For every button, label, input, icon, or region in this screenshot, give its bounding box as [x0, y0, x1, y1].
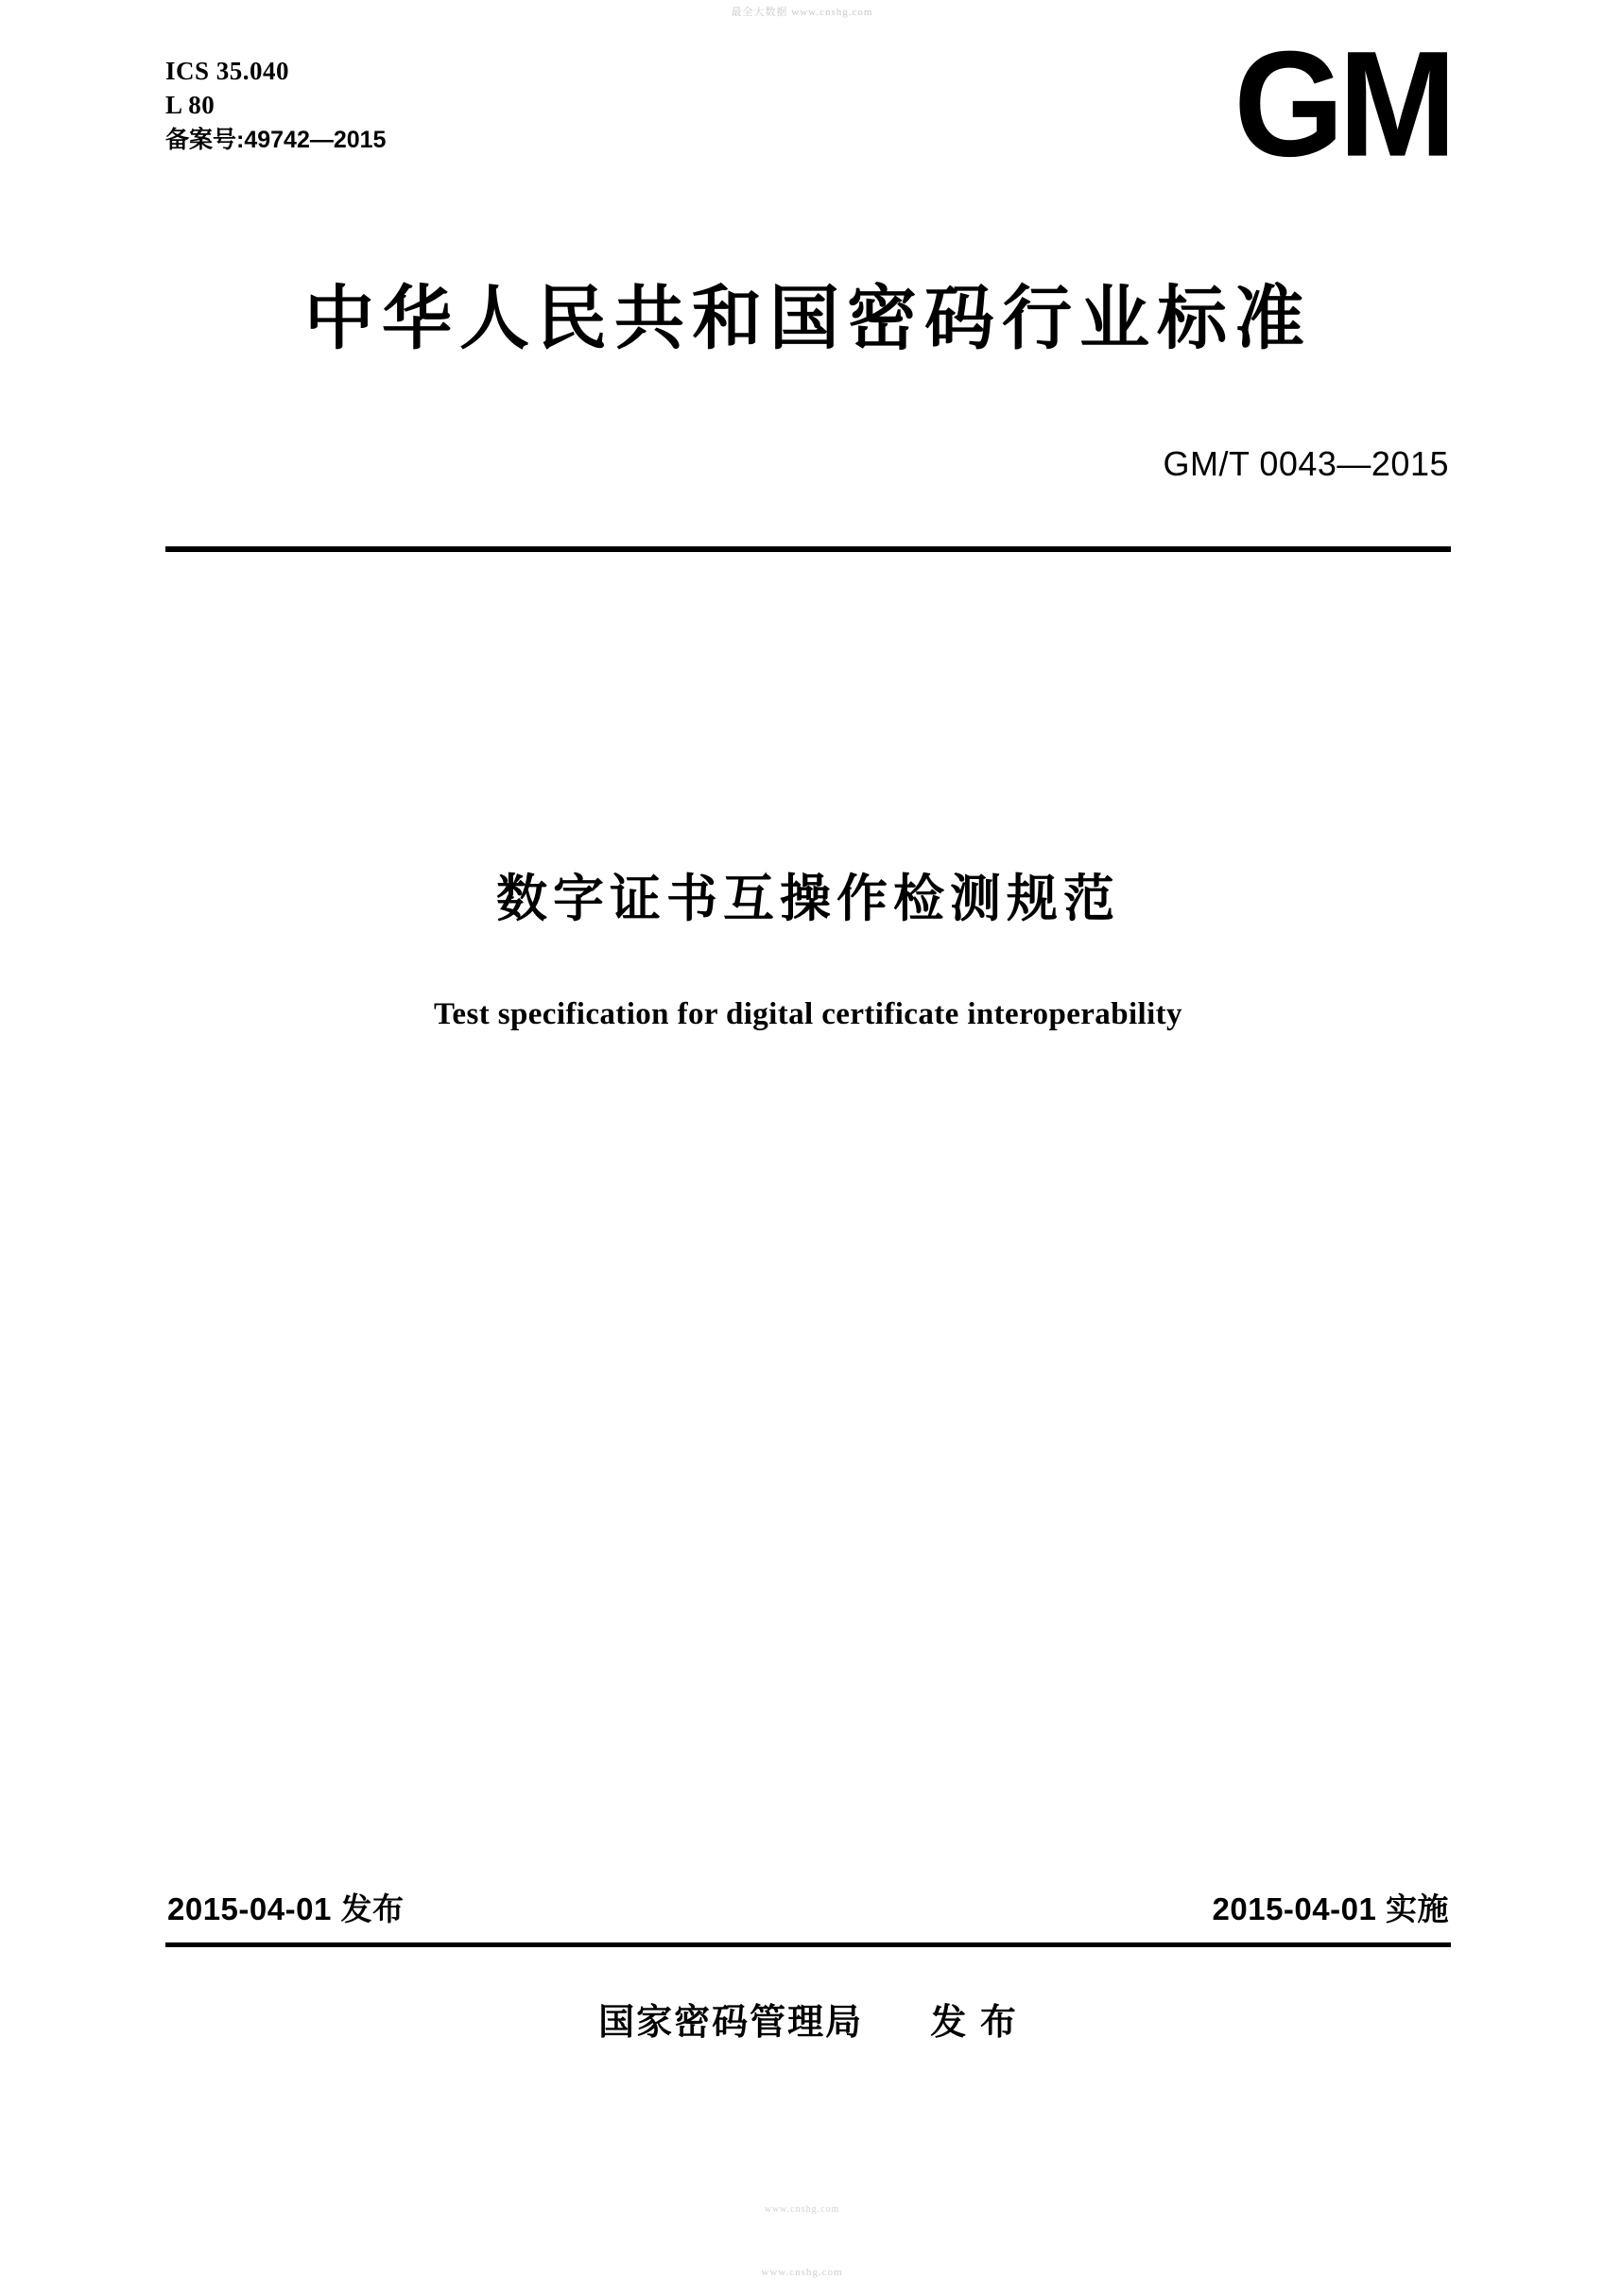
gm-logo: GM: [1233, 19, 1451, 188]
record-number: 备案号:49742—2015: [165, 126, 387, 153]
watermark-bottom: www.cnshg.com: [761, 2267, 843, 2278]
ics-code: ICS 35.040: [165, 57, 290, 85]
standard-org-title: 中华人民共和国密码行业标准: [304, 279, 1312, 357]
issue-date: 2015-04-01 发布: [167, 1891, 405, 1926]
standard-meta-block: [165, 55, 386, 156]
document-title-cn: 数字证书互操作检测规范: [496, 871, 1120, 927]
publisher-line: [165, 1993, 1451, 2045]
watermark-top: 最全大数据 www.cnshg.com: [731, 7, 873, 18]
header-divider: [165, 546, 1451, 552]
page-content: [165, 0, 1451, 2296]
document-title-en: Test specification for digital certificate interoperability: [434, 997, 1182, 1031]
publisher-action: 发 布: [930, 2003, 1018, 2043]
publisher-name: 国家密码管理局: [598, 2003, 864, 2043]
classification-code: L 80: [165, 90, 216, 119]
standard-number: GM/T 0043—2015: [1163, 444, 1449, 483]
effective-date: 2015-04-01 实施: [1212, 1891, 1449, 1926]
footer-divider: [165, 1942, 1451, 1947]
watermark-middle: www.cnshg.com: [764, 2204, 840, 2215]
